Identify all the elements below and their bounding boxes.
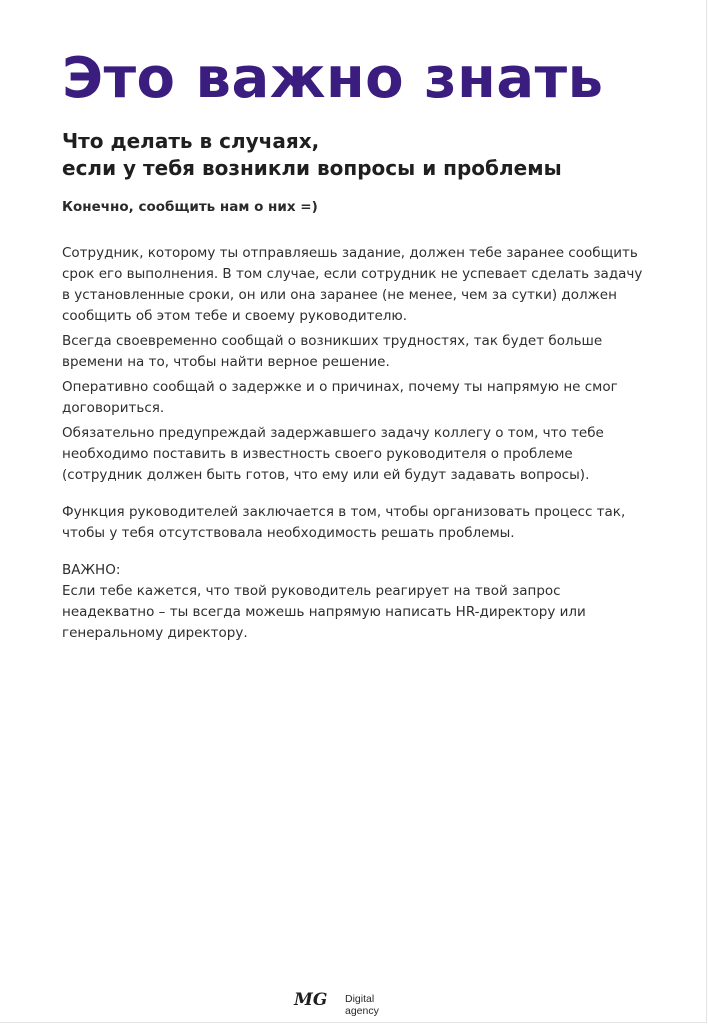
logo-mark-text: MG — [294, 990, 328, 1010]
spacer — [62, 544, 662, 560]
text-line: чтобы у тебя отсутствовала необходимость решать проблемы. — [62, 525, 515, 541]
text-line: Обязательно предупреждай задержавшего задачу коллегу о том, что тебе — [62, 425, 604, 441]
text-line: необходимо поставить в известность своего руководителя о проблеме — [62, 446, 573, 462]
subtitle-line-1: Что делать в случаях, — [62, 129, 320, 153]
spacer — [62, 486, 662, 502]
text-line: Сотрудник, которому ты отправляешь задание, должен тебе заранее сообщить — [62, 245, 638, 261]
text-line: неадекватно – ты всегда можешь напрямую написать HR-директору или — [62, 604, 586, 620]
footer-line-2: agency — [345, 1005, 379, 1017]
text-line: Всегда своевременно сообщай о возникших трудностях, так будет больше — [62, 333, 603, 349]
paragraph-warn-colleague — [62, 423, 662, 486]
paragraph-escalation — [62, 581, 662, 644]
text-line: генеральному директору. — [62, 625, 248, 641]
text-line: ВАЖНО: — [62, 562, 121, 578]
text-line: срок его выполнения. В том случае, если сотрудник не успевает сделать задачу — [62, 266, 643, 282]
paragraph-managers-role — [62, 502, 662, 544]
text-line: сообщить об этом тебе и своему руководителю. — [62, 308, 408, 324]
footer-line-1: Digital — [345, 993, 375, 1005]
mg-logo-icon — [293, 988, 331, 1010]
paragraph-difficulties — [62, 331, 662, 373]
text-line: Функция руководителей заключается в том, чтобы организовать процесс так, — [62, 504, 626, 520]
page-title: Это важно знать — [62, 46, 604, 111]
text-line: договориться. — [62, 400, 165, 416]
subtitle-line-2: если у тебя возникли вопросы и проблемы — [62, 156, 562, 180]
text-line: в установленные сроки, он или она заранее (не менее, чем за сутки) должен — [62, 287, 617, 303]
text-line: времени на то, чтобы найти верное решение. — [62, 354, 390, 370]
text-line: Если тебе кажется, что твой руководитель реагирует на твой запрос — [62, 583, 561, 599]
subtitle — [62, 128, 562, 182]
footer-agency-text — [345, 993, 379, 1017]
lead-text: Конечно, сообщить нам о них =) — [62, 199, 318, 215]
important-label — [62, 560, 662, 581]
paragraph-deadline — [62, 243, 662, 327]
body-text — [62, 243, 662, 648]
text-line: (сотрудник должен быть готов, что ему или ей будут задавать вопросы). — [62, 467, 590, 483]
footer-logo — [293, 988, 379, 1017]
paragraph-delay — [62, 377, 662, 419]
text-line: Оперативно сообщай о задержке и о причинах, почему ты напрямую не смог — [62, 379, 618, 395]
